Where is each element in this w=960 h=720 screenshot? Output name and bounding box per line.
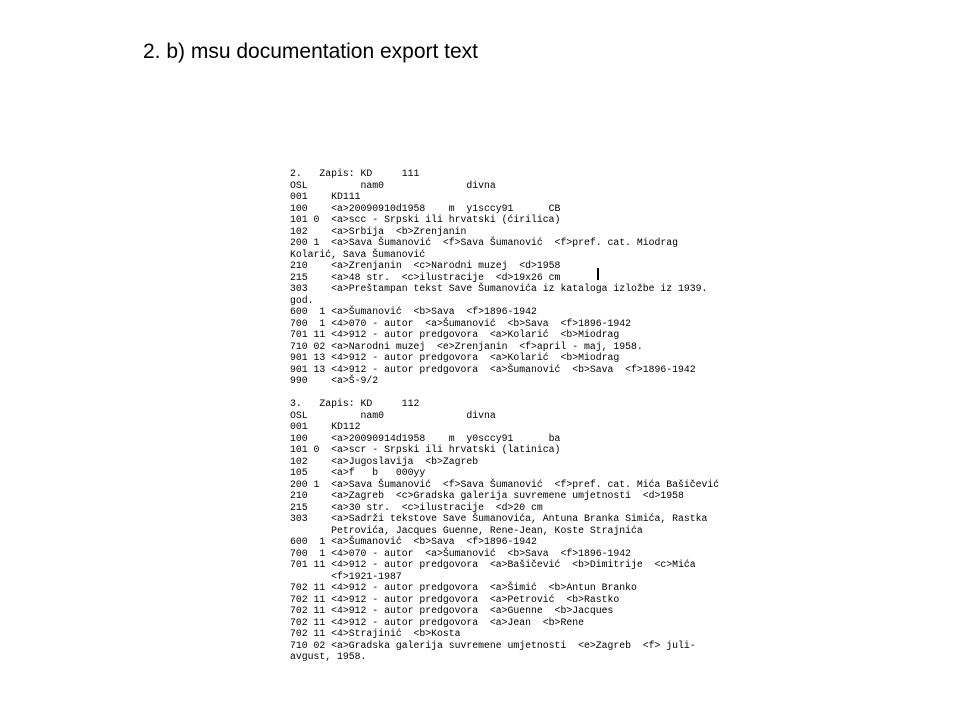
record-line: 215 <a>48 str. <c>ilustracije <d>19x26 cm	[290, 271, 561, 283]
slide-title: 2. b) msu documentation export text	[143, 40, 479, 63]
record-line: 701 11 <4>912 - autor predgovora <a>Bašičević <b>Dimitrije <c>Mića	[290, 559, 696, 570]
text-cursor	[597, 268, 599, 280]
record-line: 990 <a>Š-9/2	[290, 375, 379, 386]
record-line: god.	[290, 294, 314, 306]
record-line: 102 <a>Jugoslavija <b>Zagreb	[290, 455, 479, 467]
record-block	[290, 168, 810, 387]
record-line: Petrovića, Jacques Guenne, Rene-Jean, Koste Strajnića	[290, 524, 643, 536]
record-line: 101 0 <a>scr - Srpski ili hrvatski (latinica)	[290, 444, 561, 455]
record-line: OSL nam0 divna	[290, 409, 496, 421]
record-line: 215 <a>30 str. <c>ilustracije <d>20 cm	[290, 501, 543, 513]
record-line: 100 <a>20090914d1958 m y0sccy91 ba	[290, 432, 561, 444]
record-line: 901 13 <4>912 - autor predgovora <a>Šumanović <b>Sava <f>1896-1942	[290, 363, 696, 375]
record-line: 702 11 <4>912 - autor predgovora <a>Šimić <b>Antun Branko	[290, 582, 637, 593]
record-line: 001 KD111	[290, 191, 361, 202]
record-line: 600 1 <a>Šumanović <b>Sava <f>1896-1942	[290, 536, 537, 547]
record-line: 210 <a>Zagreb <c>Gradska galerija suvremene umjetnosti <d>1958	[290, 490, 684, 501]
record-line: avgust, 1958.	[290, 651, 367, 662]
record-line: OSL nam0 divna	[290, 179, 496, 191]
record-line: 710 02 <a>Narodni muzej <e>Zrenjanin <f>april - maj, 1958.	[290, 340, 643, 352]
record-line: 701 11 <4>912 - autor predgovora <a>Kolarić <b>Miodrag	[290, 329, 620, 340]
record-line: 200 1 <a>Sava Šumanović <f>Sava Šumanović <f>pref. cat. Miodrag	[290, 237, 679, 248]
record-line: 700 1 <4>070 - autor <a>Šumanović <b>Sava <f>1896-1942	[290, 547, 631, 559]
record-line: 702 11 <4>912 - autor predgovora <a>Jean <b>Rene	[290, 616, 584, 628]
record-line: 901 13 <4>912 - autor predgovora <a>Kolarić <b>Miodrag	[290, 352, 620, 363]
record-line: 102 <a>Srbija <b>Zrenjanin	[290, 225, 467, 237]
record-line: 3. Zapis: KD 112	[290, 398, 420, 409]
record-line: <f>1921-1987	[290, 570, 402, 582]
record-line: Kolarić, Sava Šumanović	[290, 248, 426, 260]
export-text-document	[290, 168, 810, 663]
record-line: 001 KD112	[290, 421, 361, 432]
record-line: 700 1 <4>070 - autor <a>Šumanović <b>Sava <f>1896-1942	[290, 317, 631, 329]
record-line: 210 <a>Zrenjanin <c>Narodni muzej <d>1958	[290, 260, 561, 271]
record-line: 2. Zapis: KD 111	[290, 168, 420, 179]
record-line: 710 02 <a>Gradska galerija suvremene umjetnosti <e>Zagreb <f> juli-	[290, 639, 696, 651]
record-line: 303 <a>Sadrži tekstove Save Šumanovića, Antuna Branka Simića, Rastka	[290, 513, 708, 524]
record-line: 702 11 <4>912 - autor predgovora <a>Guenne <b>Jacques	[290, 605, 614, 616]
record-block	[290, 398, 810, 663]
record-line: 105 <a>f b 000yy	[290, 467, 426, 478]
record-line: 702 11 <4>Strajinić <b>Kosta	[290, 628, 461, 639]
record-line: 101 0 <a>scc - Srpski ili hrvatski (ćirilica)	[290, 214, 561, 225]
record-line: 600 1 <a>Šumanović <b>Sava <f>1896-1942	[290, 306, 537, 317]
record-line: 200 1 <a>Sava Šumanović <f>Sava Šumanović <f>pref. cat. Mića Bašičević	[290, 478, 720, 490]
record-line: 702 11 <4>912 - autor predgovora <a>Petrović <b>Rastko	[290, 593, 620, 605]
record-line: 100 <a>20090910d1958 m y1sccy91 CB	[290, 202, 561, 214]
record-separator	[290, 387, 810, 399]
record-line: 303 <a>Preštampan tekst Save Šumanovića iz kataloga izložbe iz 1939.	[290, 283, 708, 294]
